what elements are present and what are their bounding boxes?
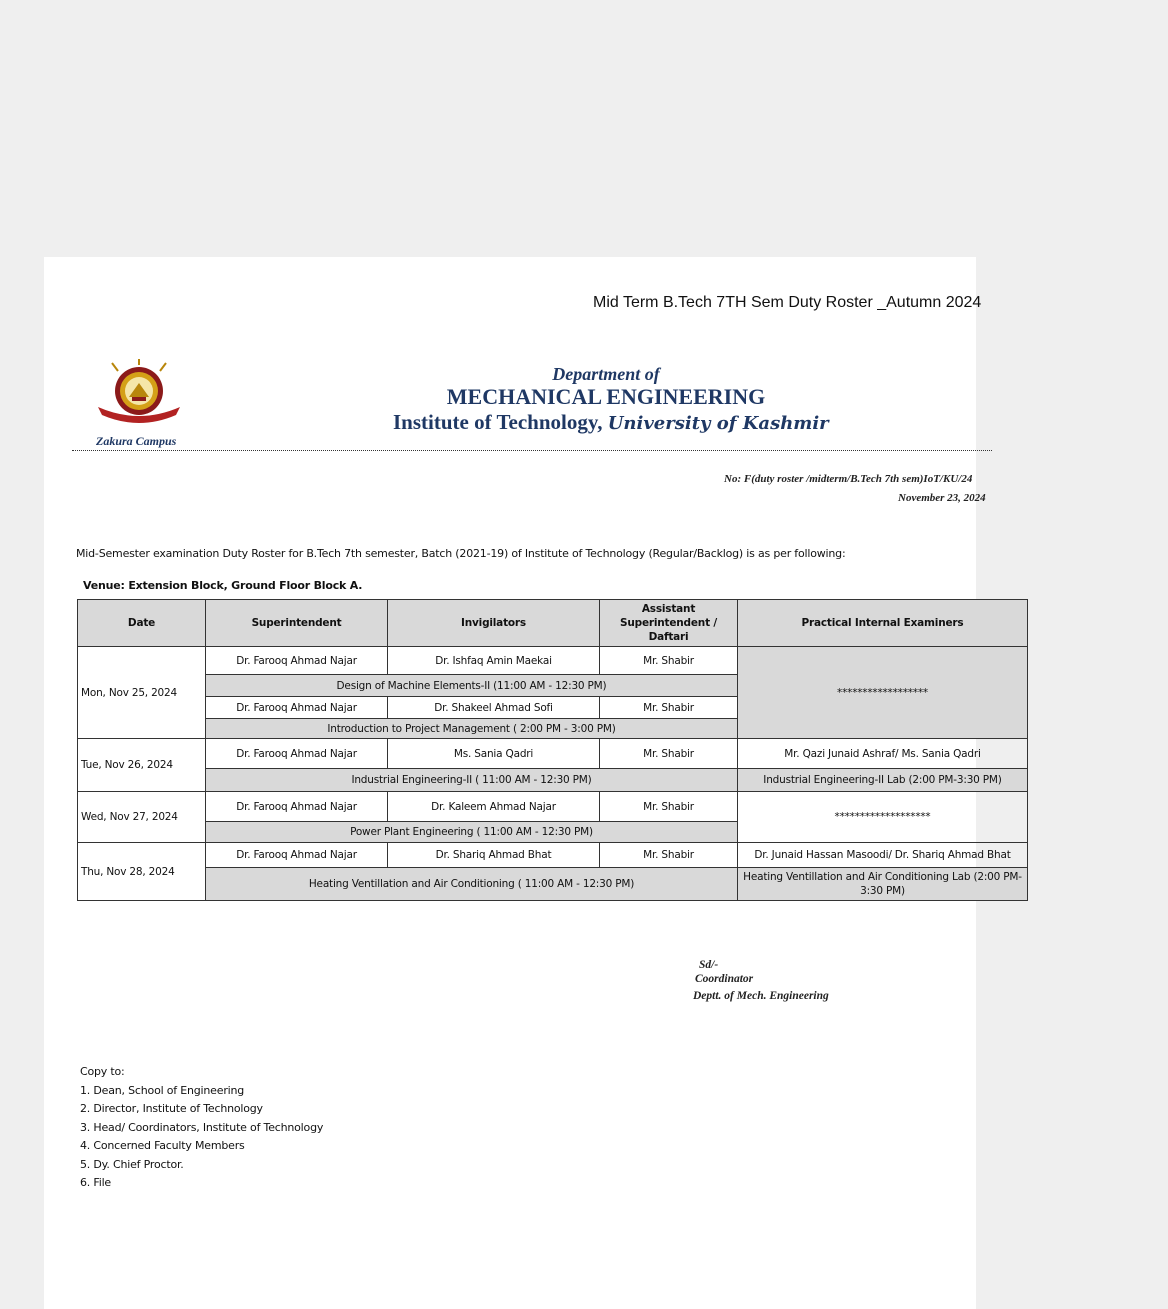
reference-number: No: F(duty roster /midterm/B.Tech 7th sem)IoT/KU/24 (724, 473, 973, 485)
list-item: 3. Head/ Coordinators, Institute of Technology (80, 1120, 324, 1134)
practical-cell: ******************* (738, 792, 1028, 843)
list-item: 6. File (80, 1176, 111, 1189)
date-cell: Thu, Nov 28, 2024 (78, 843, 206, 901)
course-cell: Heating Ventillation and Air Conditioning ( 11:00 AM - 12:30 PM) (206, 868, 738, 901)
list-item: 2. Director, Institute of Technology (80, 1102, 263, 1115)
intro-text: Mid-Semester examination Duty Roster for B.Tech 7th semester, Batch (2021-19) of Institute of Technology (Regular/Backlog) is as per following: (76, 547, 846, 560)
venue-text: Venue: Extension Block, Ground Floor Block A. (83, 579, 363, 592)
table-row (78, 647, 1028, 675)
institute-name (393, 410, 829, 435)
copy-to-list (80, 1063, 323, 1193)
invigilator-cell: Dr. Shariq Ahmad Bhat (388, 843, 600, 868)
assistant-cell: Mr. Shabir (600, 697, 738, 719)
invigilator-cell: Dr. Ishfaq Amin Maekai (388, 647, 600, 675)
header-practical: Practical Internal Examiners (738, 600, 1028, 647)
list-item: 5. Dy. Chief Proctor. (80, 1157, 184, 1171)
institute-label: Institute of Technology, (393, 410, 603, 434)
practical-examiner-cell: Mr. Qazi Junaid Ashraf/ Ms. Sania Qadri (738, 739, 1028, 769)
university-name: University of Kashmir (607, 413, 829, 434)
course-cell: Design of Machine Elements-II (11:00 AM - 12:30 PM) (206, 675, 738, 697)
duty-roster-table (77, 599, 1028, 901)
table-row (78, 868, 1028, 901)
header-superintendent: Superintendent (206, 600, 388, 647)
course-cell: Introduction to Project Management ( 2:00 PM - 3:00 PM) (206, 719, 738, 739)
header-divider (72, 450, 992, 451)
copy-to-heading: Copy to: (80, 1065, 125, 1078)
table-row (78, 739, 1028, 769)
signature-role: Coordinator (695, 973, 754, 985)
superintendent-cell: Dr. Farooq Ahmad Najar (206, 647, 388, 675)
date-cell: Mon, Nov 25, 2024 (78, 647, 206, 739)
practical-lab-cell: Heating Ventillation and Air Conditioning Lab (2:00 PM-3:30 PM) (738, 868, 1028, 901)
document-page (44, 257, 1022, 1309)
assistant-cell: Mr. Shabir (600, 739, 738, 769)
signature-sd: Sd/- (699, 959, 719, 971)
assistant-cell: Mr. Shabir (600, 647, 738, 675)
practical-examiner-cell: Dr. Junaid Hassan Masoodi/ Dr. Shariq Ahmad Bhat (738, 843, 1028, 868)
reference-date: November 23, 2024 (898, 492, 986, 504)
superintendent-cell: Dr. Farooq Ahmad Najar (206, 792, 388, 822)
header-invigilators: Invigilators (388, 600, 600, 647)
document-title: Mid Term B.Tech 7TH Sem Duty Roster _Autumn 2024 (593, 294, 982, 311)
department-of-label: Department of (552, 364, 660, 384)
department-name: MECHANICAL ENGINEERING (446, 384, 766, 409)
assistant-cell: Mr. Shabir (600, 792, 738, 822)
practical-lab-cell: Industrial Engineering-II Lab (2:00 PM-3:30 PM) (738, 769, 1028, 792)
table-row (78, 769, 1028, 792)
table-row (78, 843, 1028, 868)
list-item: 4. Concerned Faculty Members (80, 1139, 245, 1152)
invigilator-cell: Dr. Shakeel Ahmad Sofi (388, 697, 600, 719)
course-cell: Power Plant Engineering ( 11:00 AM - 12:30 PM) (206, 822, 738, 843)
signature-department: Deptt. of Mech. Engineering (693, 990, 829, 1002)
assistant-cell: Mr. Shabir (600, 843, 738, 868)
date-cell: Tue, Nov 26, 2024 (78, 739, 206, 792)
campus-name: Zakura Campus (96, 434, 177, 448)
header-date: Date (78, 600, 206, 647)
superintendent-cell: Dr. Farooq Ahmad Najar (206, 739, 388, 769)
header-assistant: Assistant Superintendent / Daftari (600, 600, 738, 647)
date-cell: Wed, Nov 27, 2024 (78, 792, 206, 843)
superintendent-cell: Dr. Farooq Ahmad Najar (206, 843, 388, 868)
table-row (78, 792, 1028, 822)
list-item: 1. Dean, School of Engineering (80, 1083, 245, 1097)
invigilator-cell: Dr. Kaleem Ahmad Najar (388, 792, 600, 822)
invigilator-cell: Ms. Sania Qadri (388, 739, 600, 769)
practical-cell: ****************** (738, 647, 1028, 739)
course-cell: Industrial Engineering-II ( 11:00 AM - 12:30 PM) (206, 769, 738, 792)
table-header-row (78, 600, 1028, 647)
superintendent-cell: Dr. Farooq Ahmad Najar (206, 697, 388, 719)
